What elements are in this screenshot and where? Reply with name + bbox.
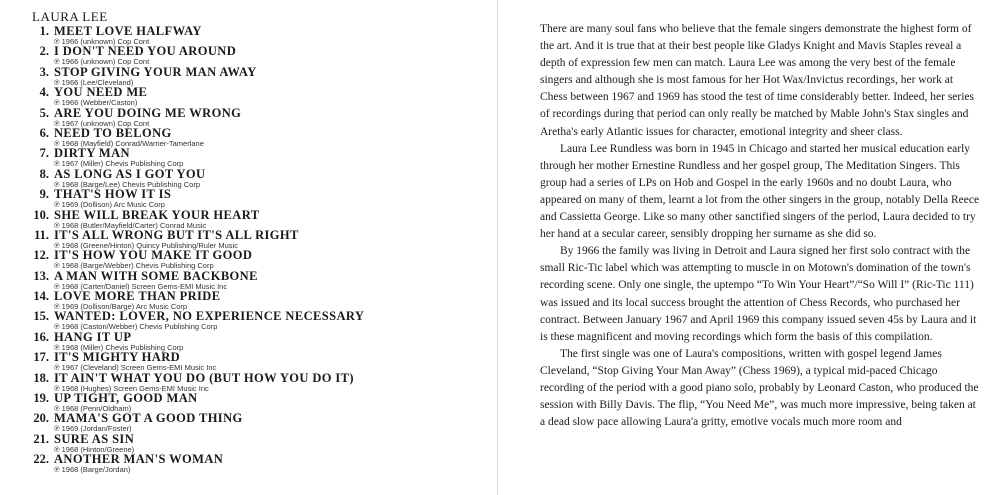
track-number: 16. <box>33 329 49 344</box>
track-title: SURE AS SIN <box>54 431 135 446</box>
track-number: 21. <box>33 431 49 446</box>
liner-paragraph-2: Laura Lee Rundless was born in 1945 in Chicago and started her musical education early through her mother Ernestine Rundless and her gospel group, The Meditation Singers. This group had a series of LPs on Hob and Gospel in the early 1960s and no doubt Laura, who appeared on many of them, learnt a lot from the other singers in the group, notably Della Reece and Cassietta George. Like so many other sanctified singers of the period, Laura decided to try her hand at a secular career, sensibly dropping her surname as she did so. <box>540 142 980 241</box>
track-title: THAT'S HOW IT IS <box>54 187 172 202</box>
track-item <box>0 247 497 271</box>
track-item <box>0 370 497 393</box>
track-credit: ℗ 1966 (Webber/Caston) <box>54 98 138 108</box>
track-credit: ℗ 1968 (Hinton/Greene) <box>54 444 135 454</box>
track-title: LOVE MORE THAN PRIDE <box>54 289 221 304</box>
liner-notes <box>540 21 980 431</box>
track-title: NEED TO BELONG <box>54 125 172 140</box>
track-number: 17. <box>33 350 49 365</box>
track-item <box>0 145 497 169</box>
track-title: A MAN WITH SOME BACKBONE <box>54 268 258 283</box>
track-credit: ℗ 1969 (Dollison/Barge) Arc Music Corp <box>54 302 188 312</box>
track-credit: ℗ 1969 (Jordan/Foster) <box>54 424 132 434</box>
track-credit: ℗ 1968 (Barge/Lee) Chevis Publishing Corp <box>54 179 201 189</box>
track-number: 15. <box>33 309 49 324</box>
track-title: DIRTY MAN <box>54 146 130 161</box>
track-title: ANOTHER MAN'S WOMAN <box>54 452 224 467</box>
track-credit: ℗ 1968 (Miller) Chevis Publishing Corp <box>54 342 184 352</box>
track-credit: ℗ 1968 (Barge/Webber) Chevis Publishing Corp <box>54 261 214 271</box>
track-title: STOP GIVING YOUR MAN AWAY <box>54 64 257 79</box>
tracklist-panel <box>0 0 497 495</box>
track-credit: ℗ 1968 (Butler/Mayfield/Carter) Conrad Music <box>54 220 207 230</box>
track-title: SHE WILL BREAK YOUR HEART <box>54 207 260 222</box>
track-item <box>0 23 497 46</box>
track-number: 6. <box>39 125 49 140</box>
track-number: 18. <box>33 370 49 385</box>
track-item <box>0 431 497 454</box>
track-credit: ℗ 1969 (Dollison) Arc Music Corp <box>54 200 165 210</box>
track-item <box>0 329 497 352</box>
track-number: 8. <box>39 166 49 181</box>
track-credit: ℗ 1968 (Barge/Jordan) <box>54 465 131 475</box>
track-item <box>0 349 497 373</box>
track-item <box>0 125 497 148</box>
track-title: IT'S MIGHTY HARD <box>54 350 181 365</box>
track-credit: ℗ 1968 (Mayfield) Conrad/Warner-Tamerlane <box>54 138 204 148</box>
track-number: 5. <box>39 105 49 120</box>
track-number: 7. <box>39 146 49 161</box>
track-number: 3. <box>39 64 49 79</box>
artist-name: LAURA LEE <box>32 9 108 24</box>
track-credit: ℗ 1968 (Carter/Daniel) Screen Gems-EMI Music Inc <box>54 281 228 291</box>
track-title: IT'S HOW YOU MAKE IT GOOD <box>54 248 253 263</box>
track-number: 20. <box>33 411 49 426</box>
track-item <box>0 410 497 434</box>
track-title: IT AIN'T WHAT YOU DO (BUT HOW YOU DO IT) <box>54 370 354 385</box>
track-title: AS LONG AS I GOT YOU <box>54 166 206 181</box>
track-item <box>0 166 497 189</box>
track-item <box>0 105 497 128</box>
track-number: 19. <box>33 391 49 406</box>
track-number: 14. <box>33 289 49 304</box>
track-list <box>0 23 497 475</box>
track-credit: ℗ 1966 (unknown) Cop Cont <box>54 37 150 46</box>
track-item <box>0 288 497 312</box>
track-credit: ℗ 1968 (Greene/Hinton) Quincy Publishing/Ruler Music <box>54 240 238 250</box>
track-number: 22. <box>33 452 49 467</box>
track-credit: ℗ 1968 (Hughes) Screen Gems-EMI Music Inc <box>54 383 209 393</box>
track-credit: ℗ 1966 (Lee/Cleveland) <box>54 77 134 87</box>
track-item <box>0 207 497 230</box>
track-title: MAMA'S GOT A GOOD THING <box>54 411 243 426</box>
track-title: I DON'T NEED YOU AROUND <box>54 44 237 59</box>
track-title: WANTED: LOVER, NO EXPERIENCE NECESSARY <box>54 309 365 324</box>
track-number: 2. <box>39 44 49 59</box>
track-item <box>0 308 497 332</box>
track-item <box>0 186 497 210</box>
track-item <box>0 268 497 291</box>
page-fold <box>497 0 498 495</box>
track-credit: ℗ 1967 (Cleveland) Screen Gems-EMI Music Inc <box>54 363 217 373</box>
track-item <box>0 84 497 108</box>
track-credit: ℗ 1967 (unknown) Cop Cont <box>54 118 150 128</box>
track-item <box>0 43 497 67</box>
track-number: 9. <box>39 187 49 202</box>
track-number: 13. <box>33 268 49 283</box>
track-number: 11. <box>34 227 49 242</box>
track-credit: ℗ 1968 (Penn/Oldham) <box>54 404 132 414</box>
liner-paragraph-4: The first single was one of Laura's compositions, written with gospel legend James Cleveland, “Stop Giving Your Man Away” (Chess 1969), a typical mid-paced Chicago recording of the period with a good piano solo, probably by Leonard Caston, who produced the session with Billy Davis. The flip, “You Need Me”, was much more impressive, being taken at a dead slow pace allowing Laura'a gritty, emotive vocals much more room and <box>540 347 979 429</box>
track-title: YOU NEED ME <box>54 85 148 100</box>
liner-paragraph-3: By 1966 the family was living in Detroit and Laura signed her first solo contract with the small Ric-Tic label which was attempting to muscle in on Motown's domination of the town's recording scene. Only one single, the uptempo “To Win Your Heart”/“So Will I” (Ric-Tic 111) was issued and its local success brought the attention of Chess Records, who purchased her contract. Between January 1967 and April 1969 this company issued seven 45s by Laura and it is these magnificent and moving recordings which form the basis of this compilation. <box>540 245 977 343</box>
track-number: 1. <box>39 24 49 38</box>
track-title: IT'S ALL WRONG BUT IT'S ALL RIGHT <box>54 227 299 242</box>
track-title: MEET LOVE HALFWAY <box>54 24 202 38</box>
track-number: 4. <box>39 85 49 100</box>
track-item <box>0 451 497 475</box>
track-title: ARE YOU DOING ME WRONG <box>54 105 242 120</box>
liner-paragraph-1: There are many soul fans who believe that the female singers demonstrate the highest form of the art. And it is true that at their best people like Gladys Knight and Mavis Staples reveal a depth of expression few men can match. Laura Lee was among the very best of the female singers and although she is most famous for her Hot Wax/Invictus recordings, her work at Chess between 1967 and 1969 has stood the test of time considerably better. Indeed, her series of recordings during that period can only really be matched by Mable John's Stax singles and Aretha's early Atlantic issues for character, emotional integrity and sheer class. <box>540 23 975 138</box>
track-number: 10. <box>33 207 49 222</box>
track-item <box>0 227 497 250</box>
track-title: UP TIGHT, GOOD MAN <box>54 391 198 406</box>
track-credit: ℗ 1967 (Miller) Chevis Publishing Corp <box>54 159 184 169</box>
track-credit: ℗ 1966 (unknown) Cop Cont <box>54 57 150 67</box>
track-item <box>0 64 497 87</box>
track-item <box>0 390 497 414</box>
track-number: 12. <box>33 248 49 263</box>
track-credit: ℗ 1968 (Caston/Webber) Chevis Publishing Corp <box>54 322 218 332</box>
track-title: HANG IT UP <box>54 329 132 344</box>
